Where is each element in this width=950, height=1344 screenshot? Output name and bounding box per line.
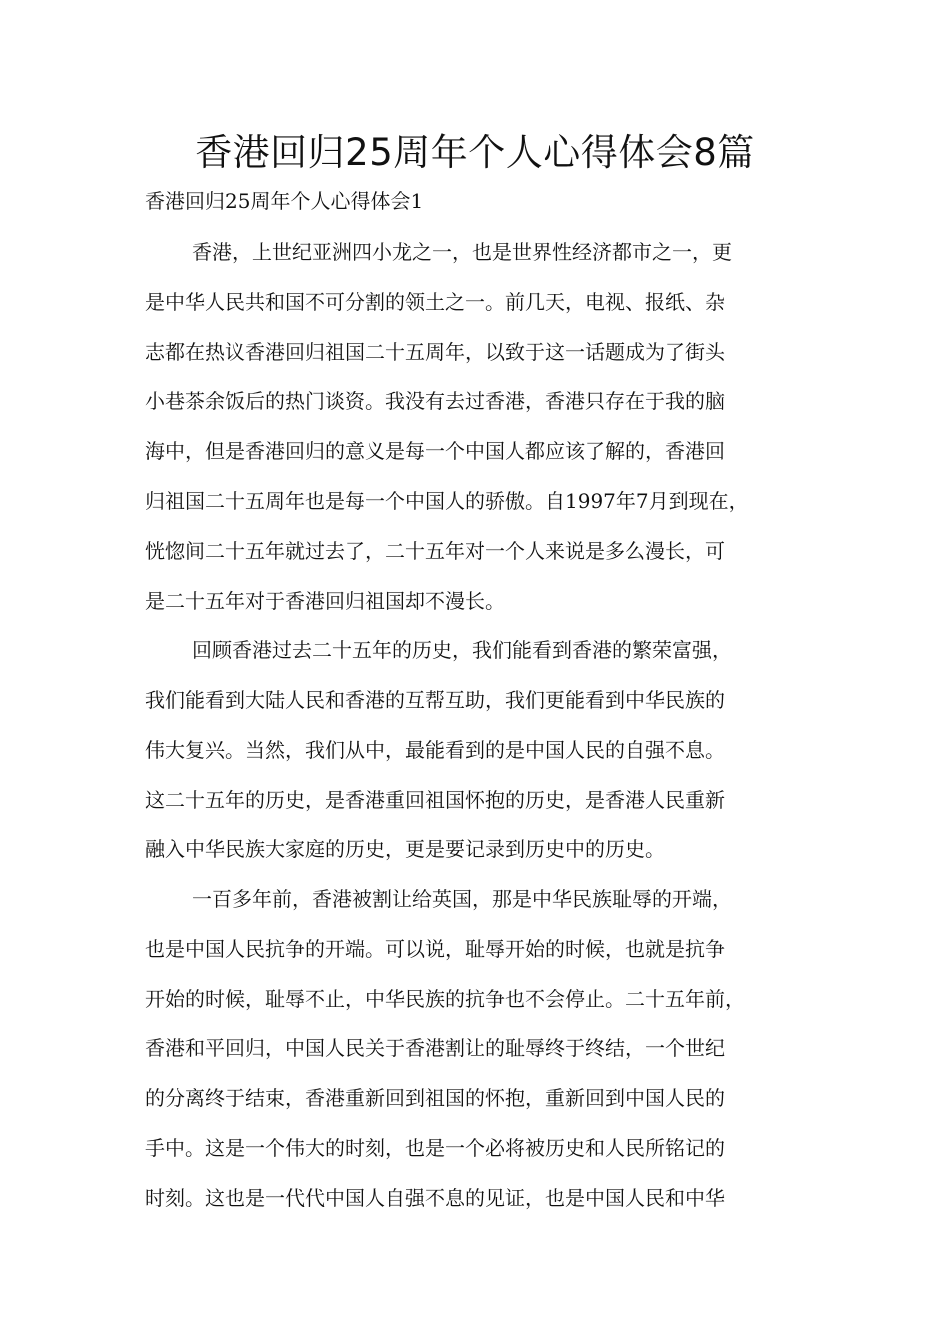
document-title: 香港回归25周年个人心得体会8篇: [195, 131, 755, 174]
text-line: 是中华人民共和国不可分割的领土之一。前几天，电视、报纸、杂: [145, 290, 725, 314]
text-line: 伟大复兴。当然，我们从中，最能看到的是中国人民的自强不息。: [145, 738, 725, 762]
section-heading: 香港回归25周年个人心得体会1: [145, 189, 424, 213]
text-line: 一百多年前，香港被割让给英国，那是中华民族耻辱的开端，: [192, 887, 732, 911]
text-line: 香港，上世纪亚洲四小龙之一，也是世界性经济都市之一，更: [192, 240, 732, 264]
text-line: 也是中国人民抗争的开端。可以说，耻辱开始的时候，也就是抗争: [145, 937, 725, 961]
text-line: 志都在热议香港回归祖国二十五周年，以致于这一话题成为了街头: [145, 340, 725, 364]
text-line: 归祖国二十五周年也是每一个中国人的骄傲。自1997年7月到现在，: [145, 489, 749, 513]
text-line: 海中，但是香港回归的意义是每一个中国人都应该了解的，香港回: [145, 439, 725, 463]
text-line: 的分离终于结束，香港重新回到祖国的怀抱，重新回到中国人民的: [145, 1086, 725, 1110]
text-line: 小巷茶余饭后的热门谈资。我没有去过香港，香港只存在于我的脑: [145, 389, 725, 413]
text-line: 这二十五年的历史，是香港重回祖国怀抱的历史，是香港人民重新: [145, 788, 725, 812]
text-line: 时刻。这也是一代代中国人自强不息的见证，也是中国人民和中华: [145, 1186, 725, 1210]
text-line: 回顾香港过去二十五年的历史，我们能看到香港的繁荣富强，: [192, 638, 732, 662]
text-line: 我们能看到大陆人民和香港的互帮互助，我们更能看到中华民族的: [145, 688, 725, 712]
text-line: 手中。这是一个伟大的时刻，也是一个必将被历史和人民所铭记的: [145, 1136, 725, 1160]
text-line: 开始的时候，耻辱不止，中华民族的抗争也不会停止。二十五年前，: [145, 987, 745, 1011]
text-line: 香港和平回归，中国人民关于香港割让的耻辱终于终结，一个世纪: [145, 1036, 725, 1060]
text-line: 是二十五年对于香港回归祖国却不漫长。: [145, 589, 505, 613]
text-line: 融入中华民族大家庭的历史，更是要记录到历史中的历史。: [145, 837, 665, 861]
text-line: 恍惚间二十五年就过去了，二十五年对一个人来说是多么漫长，可: [145, 539, 725, 563]
